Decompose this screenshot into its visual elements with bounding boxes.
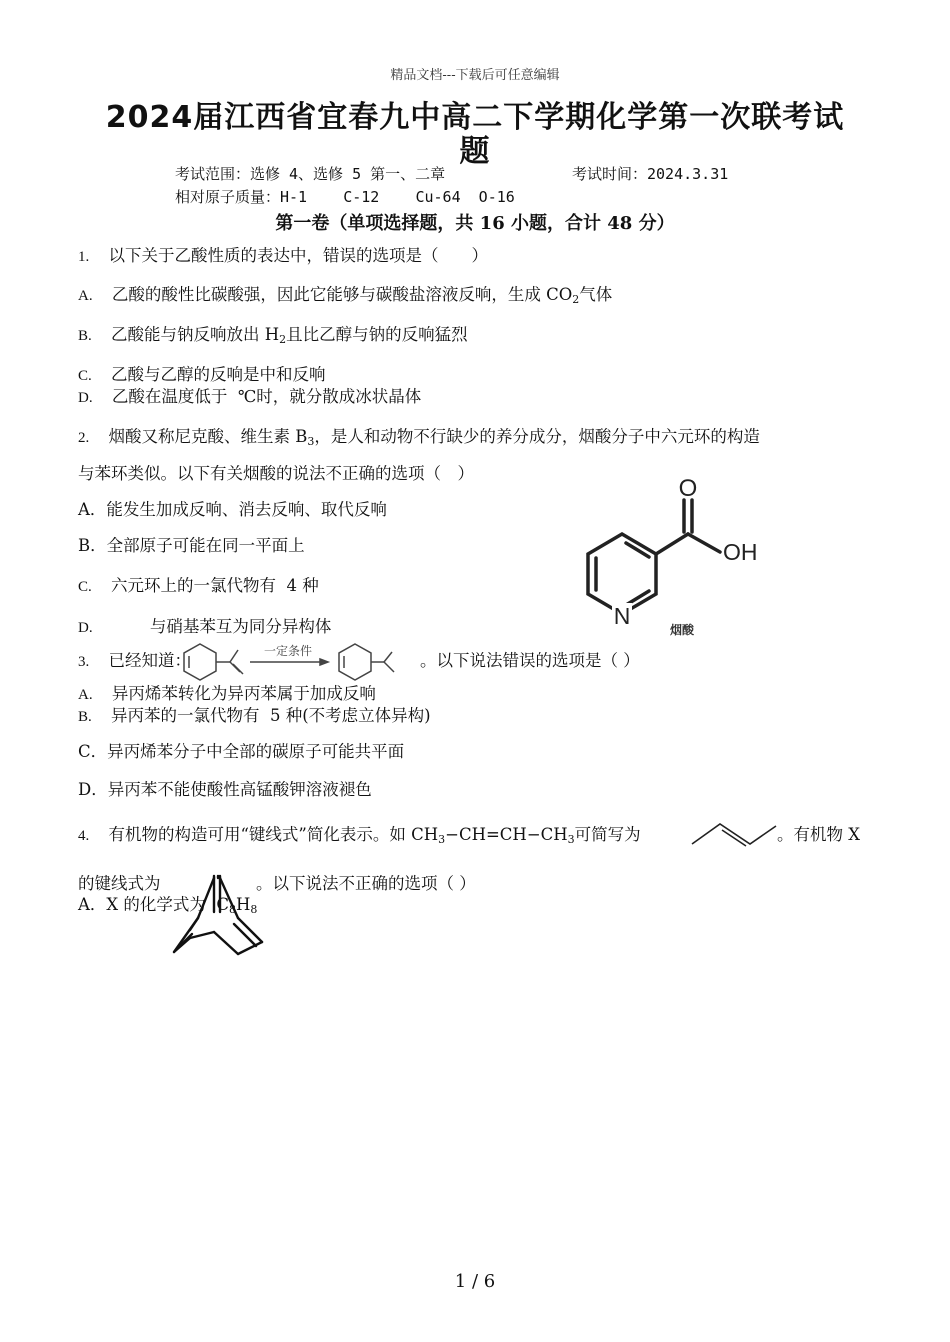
- subscript: 2: [279, 333, 287, 346]
- subscript: 3: [307, 435, 315, 448]
- question-text: 有机物的构造可用“键线式”简化表示。如 CH: [108, 825, 439, 844]
- question-text: 可简写为: [574, 825, 641, 844]
- question-4-stem-end: 。有机物 X: [777, 825, 860, 844]
- question-1-option-a: [78, 281, 612, 305]
- option-text: 乙酸与乙醇的反响是中和反响: [111, 365, 326, 384]
- question-3-stem-end: 。以下说法错误的选项是（ ）: [420, 651, 640, 670]
- question-3-option-d: [78, 776, 372, 800]
- question-text: −CH=CH−CH: [445, 825, 568, 844]
- option-text: H: [236, 895, 251, 914]
- page-number: 1 / 6: [454, 1271, 496, 1292]
- option-letter: D.: [78, 620, 93, 636]
- option-text-tail: 且比乙醇与钠的反响猛烈: [286, 325, 468, 344]
- question-text: 以下关于乙酸性质的表达中，错误的选项是（ ）: [108, 246, 488, 265]
- exam-title-line1: 2024届江西省宜春九中高二下学期化学第一次联考试: [105, 100, 845, 135]
- question-2-option-a: [78, 496, 387, 520]
- question-3-option-b: [78, 702, 431, 726]
- option-letter: A.: [78, 687, 93, 703]
- question-2-stem: [78, 423, 760, 447]
- question-text-tail: ，是人和动物不行缺少的养分成分，烟酸分子中六元环的构造: [314, 427, 760, 446]
- option-text: 能发生加成反响、消去反响、取代反响: [106, 500, 387, 519]
- option-text: 异丙苯不能使酸性高锰酸钾溶液褪色: [107, 780, 372, 799]
- question-1-option-c: [78, 361, 326, 385]
- option-text: 与硝基苯互为同分异构体: [149, 617, 332, 636]
- question-3-option-a: [78, 680, 376, 704]
- question-3-option-c: [78, 738, 404, 762]
- option-letter: C.: [78, 368, 92, 384]
- question-2-option-c: [78, 572, 319, 596]
- question-2-option-b: [78, 532, 305, 556]
- oxygen-label: O: [678, 475, 698, 502]
- option-text: 异丙烯苯分子中全部的碳原子可能共平面: [107, 742, 405, 761]
- question-4-stem: [78, 821, 641, 845]
- question-number: 1.: [78, 249, 90, 265]
- subscript: 3: [438, 833, 446, 846]
- option-text: 异丙烯苯转化为异丙苯属于加成反响: [111, 684, 376, 703]
- question-text: 烟酸又称尼克酸、维生素 B: [108, 427, 308, 446]
- subscript: 8: [229, 903, 237, 916]
- option-letter: A．: [78, 895, 107, 914]
- subscript: 3: [567, 833, 575, 846]
- option-letter: B.: [78, 328, 92, 344]
- exam-range: 考试范围：选修 4、选修 5 第一、二章: [175, 165, 446, 183]
- option-text: 乙酸在温度低于 ℃时，就分散成冰状晶体: [111, 387, 422, 406]
- atomic-mass: 相对原子质量：H-1 C-12 Cu-64 O-16: [175, 188, 515, 206]
- question-2-option-d: [78, 613, 331, 637]
- option-letter: A．: [78, 500, 107, 519]
- option-letter: B.: [78, 709, 92, 725]
- option-text: 乙酸的酸性比碳酸强，因此它能够与碳酸盐溶液反响，生成 CO: [111, 285, 573, 304]
- reaction-condition: 一定条件: [263, 644, 313, 658]
- butene-skeletal-formula: [690, 818, 780, 848]
- option-letter: D．: [78, 780, 108, 799]
- nitrogen-label: N: [613, 603, 631, 629]
- question-number: 2.: [78, 430, 90, 446]
- question-1-option-b: [78, 321, 468, 345]
- question-number: 4.: [78, 828, 90, 844]
- option-text: 异丙苯的一氯代物有 5 种(不考虑立体异构): [111, 706, 431, 725]
- nicotinic-acid-structure: [570, 472, 770, 642]
- option-text: X 的化学式为 C: [106, 895, 230, 914]
- option-letter: C．: [78, 742, 108, 761]
- option-text: 全部原子可能在同一平面上: [106, 536, 305, 555]
- question-text: 已经知道：: [108, 651, 191, 670]
- option-letter: C.: [78, 579, 92, 595]
- figure-caption: 烟酸: [670, 623, 695, 637]
- question-4-line2-start: 的键线式为: [78, 874, 161, 893]
- option-letter: D.: [78, 390, 93, 406]
- compound-x-structure: [168, 872, 268, 962]
- hydroxyl-label: OH: [723, 539, 758, 565]
- reaction-scheme: [170, 636, 420, 682]
- question-4-line2-end: 。以下说法不正确的选项（ ）: [256, 874, 476, 893]
- option-text: 六元环上的一氯代物有 4 种: [111, 576, 319, 595]
- exam-time: 考试时间：2024.3.31: [572, 165, 729, 183]
- watermark-text: 精品文档---下载后可任意编辑: [390, 68, 560, 83]
- option-letter: B．: [78, 536, 107, 555]
- subscript: 2: [572, 293, 580, 306]
- question-number: 3.: [78, 654, 90, 670]
- question-4-option-a: [78, 891, 257, 915]
- question-1-stem: [78, 242, 488, 266]
- question-2-stem-line2: 与苯环类似。以下有关烟酸的说法不正确的选项（ ）: [78, 464, 474, 483]
- section-title: 第一卷（单项选择题，共 16 小题，合计 48 分）: [275, 213, 675, 234]
- exam-title-line2: 题: [459, 134, 491, 169]
- option-letter: A.: [78, 288, 93, 304]
- question-1-option-d: [78, 383, 421, 407]
- subscript: 8: [250, 903, 258, 916]
- option-text: 乙酸能与钠反响放出 H: [111, 325, 280, 344]
- option-text-tail: 气体: [579, 285, 613, 304]
